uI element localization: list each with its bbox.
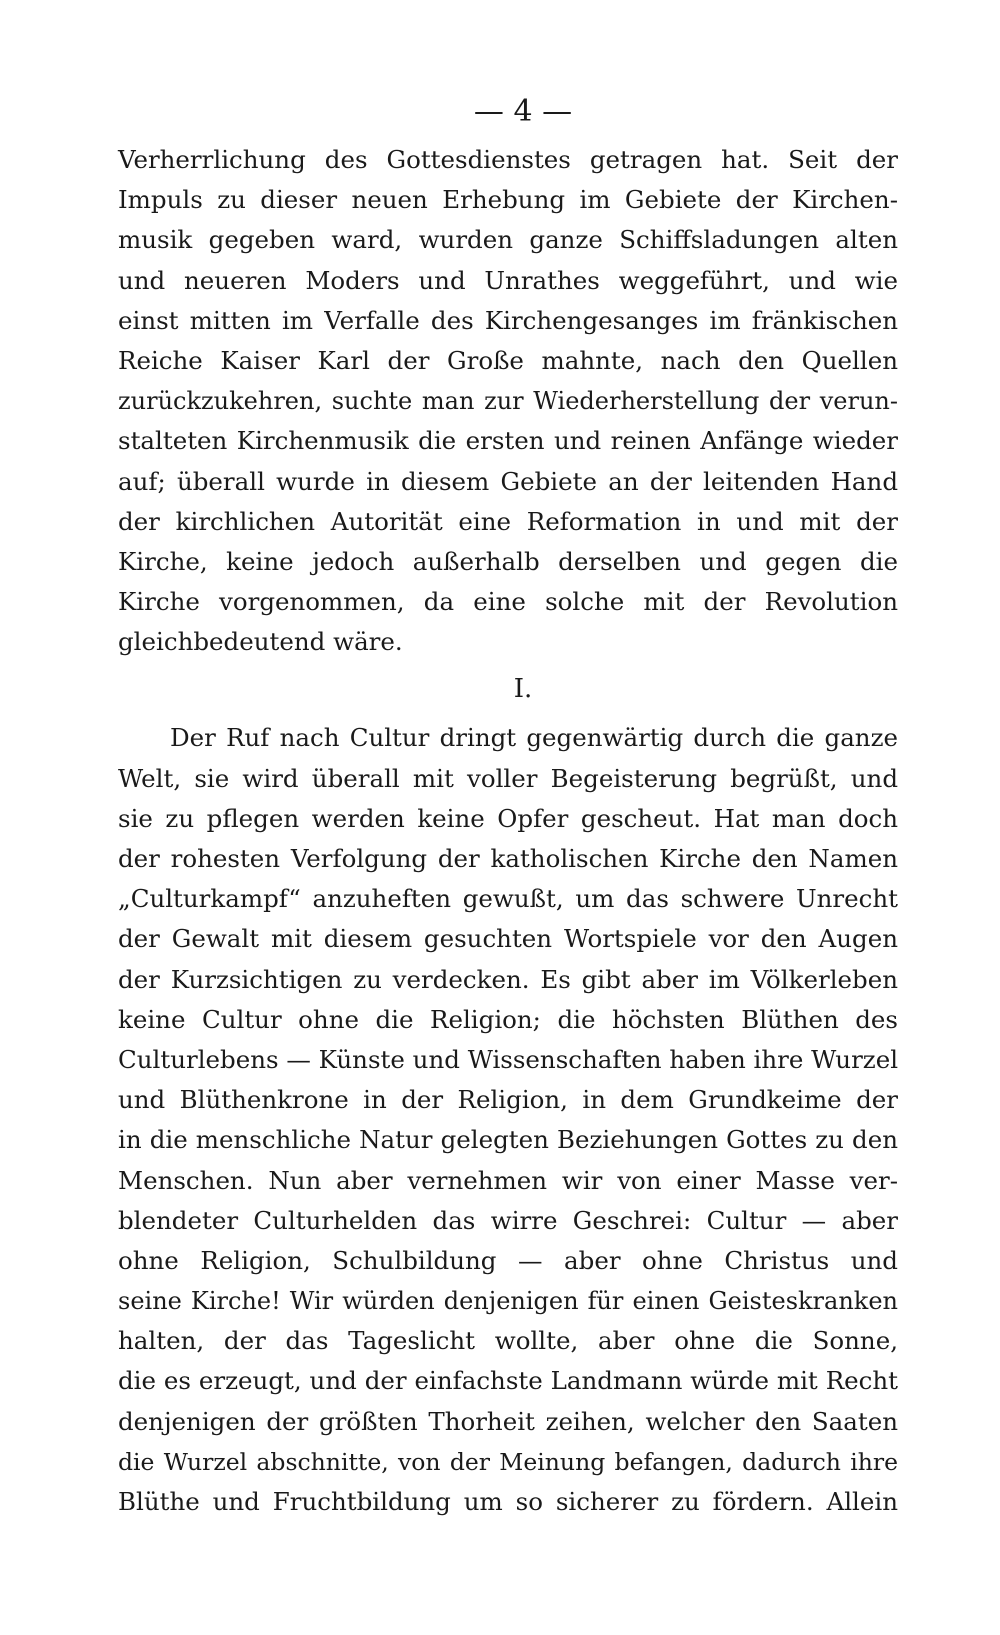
text-line: seine Kirche! Wir würden denjenigen für einen Geisteskranken [118,1287,898,1316]
text-line: Verherrlichung des Gottesdienstes getragen hat. Seit der [118,145,898,174]
text-line: und Blüthenkrone in der Religion, in dem Grundkeime der [118,1085,898,1115]
text-line: in die menschliche Natur gelegten Beziehungen Gottes zu den [118,1125,898,1155]
paragraph-1 [118,140,898,662]
text-line: Impuls zu dieser neuen Erhebung im Gebiete der Kirchen- [118,185,898,215]
text-line: die es erzeugt, und der einfachste Landmann würde mit Recht [118,1366,898,1396]
text-line: ohne Religion, Schulbildung — aber ohne Christus und [118,1245,898,1275]
text-line: zurückzukehren, suchte man zur Wiederherstellung der verun- [118,387,898,416]
text-line: Der Ruf nach Cultur dringt gegenwärtig durch die ganze [170,723,898,753]
section-heading: I. [513,674,533,705]
text-line: Menschen. Nun aber vernehmen wir von einer Masse ver- [118,1165,898,1195]
text-line: der rohesten Verfolgung der katholischen Kirche den Namen [118,844,898,873]
text-line: blendeter Culturhelden das wirre Geschrei: Cultur — aber [118,1205,898,1235]
text-line: denjenigen der größten Thorheit zeihen, welcher den Saaten [118,1406,898,1436]
text-line: Blüthe und Fruchtbildung um so sicherer zu fördern. Allein [118,1487,898,1516]
text-line: Kirche vorgenommen, da eine solche mit der Revolution [118,587,898,617]
text-line: der kirchlichen Autorität eine Reformation in und mit der [118,506,898,536]
text-line: „Culturkampf“ anzuheften gewußt, um das schwere Unrecht [118,884,898,914]
text-line: halten, der das Tageslicht wollte, aber ohne die Sonne, [118,1326,898,1356]
text-line: der Kurzsichtigen zu verdecken. Es gibt aber im Völkerleben [118,964,898,994]
book-page [118,92,898,1522]
text-line: die Wurzel abschnitte, von der Meinung befangen, dadurch ihre [118,1447,898,1476]
text-line: der Gewalt mit diesem gesuchten Wortspiele vor den Augen [118,924,898,954]
text-line: Kirche, keine jedoch außerhalb derselben und gegen die [118,546,898,576]
text-line: sie zu pflegen werden keine Opfer gescheut. Hat man doch [118,803,898,833]
text-line: keine Cultur ohne die Religion; die höchsten Blüthen des [118,1004,898,1034]
text-line: Reiche Kaiser Karl der Große mahnte, nach den Quellen [118,345,898,375]
text-line: und neueren Moders und Unrathes weggeführt, und wie [118,265,898,295]
page-number: — 4 — [473,94,573,129]
text-line: Culturlebens — Künste und Wissenschaften haben ihre Wurzel [118,1044,899,1074]
text-line: einst mitten im Verfalle des Kirchengesanges im fränkischen [118,305,898,335]
text-line: stalteten Kirchenmusik die ersten und reinen Anfänge wieder [118,426,898,456]
text-line: musik gegeben ward, wurden ganze Schiffsladungen alten [118,225,898,255]
text-line: auf; überall wurde in diesem Gebiete an der leitenden Hand [118,466,898,496]
text-line: Welt, sie wird überall mit voller Begeisterung begrüßt, und [118,763,898,793]
text-line: gleichbedeutend wäre. [118,627,403,657]
paragraph-2 [118,718,898,1522]
